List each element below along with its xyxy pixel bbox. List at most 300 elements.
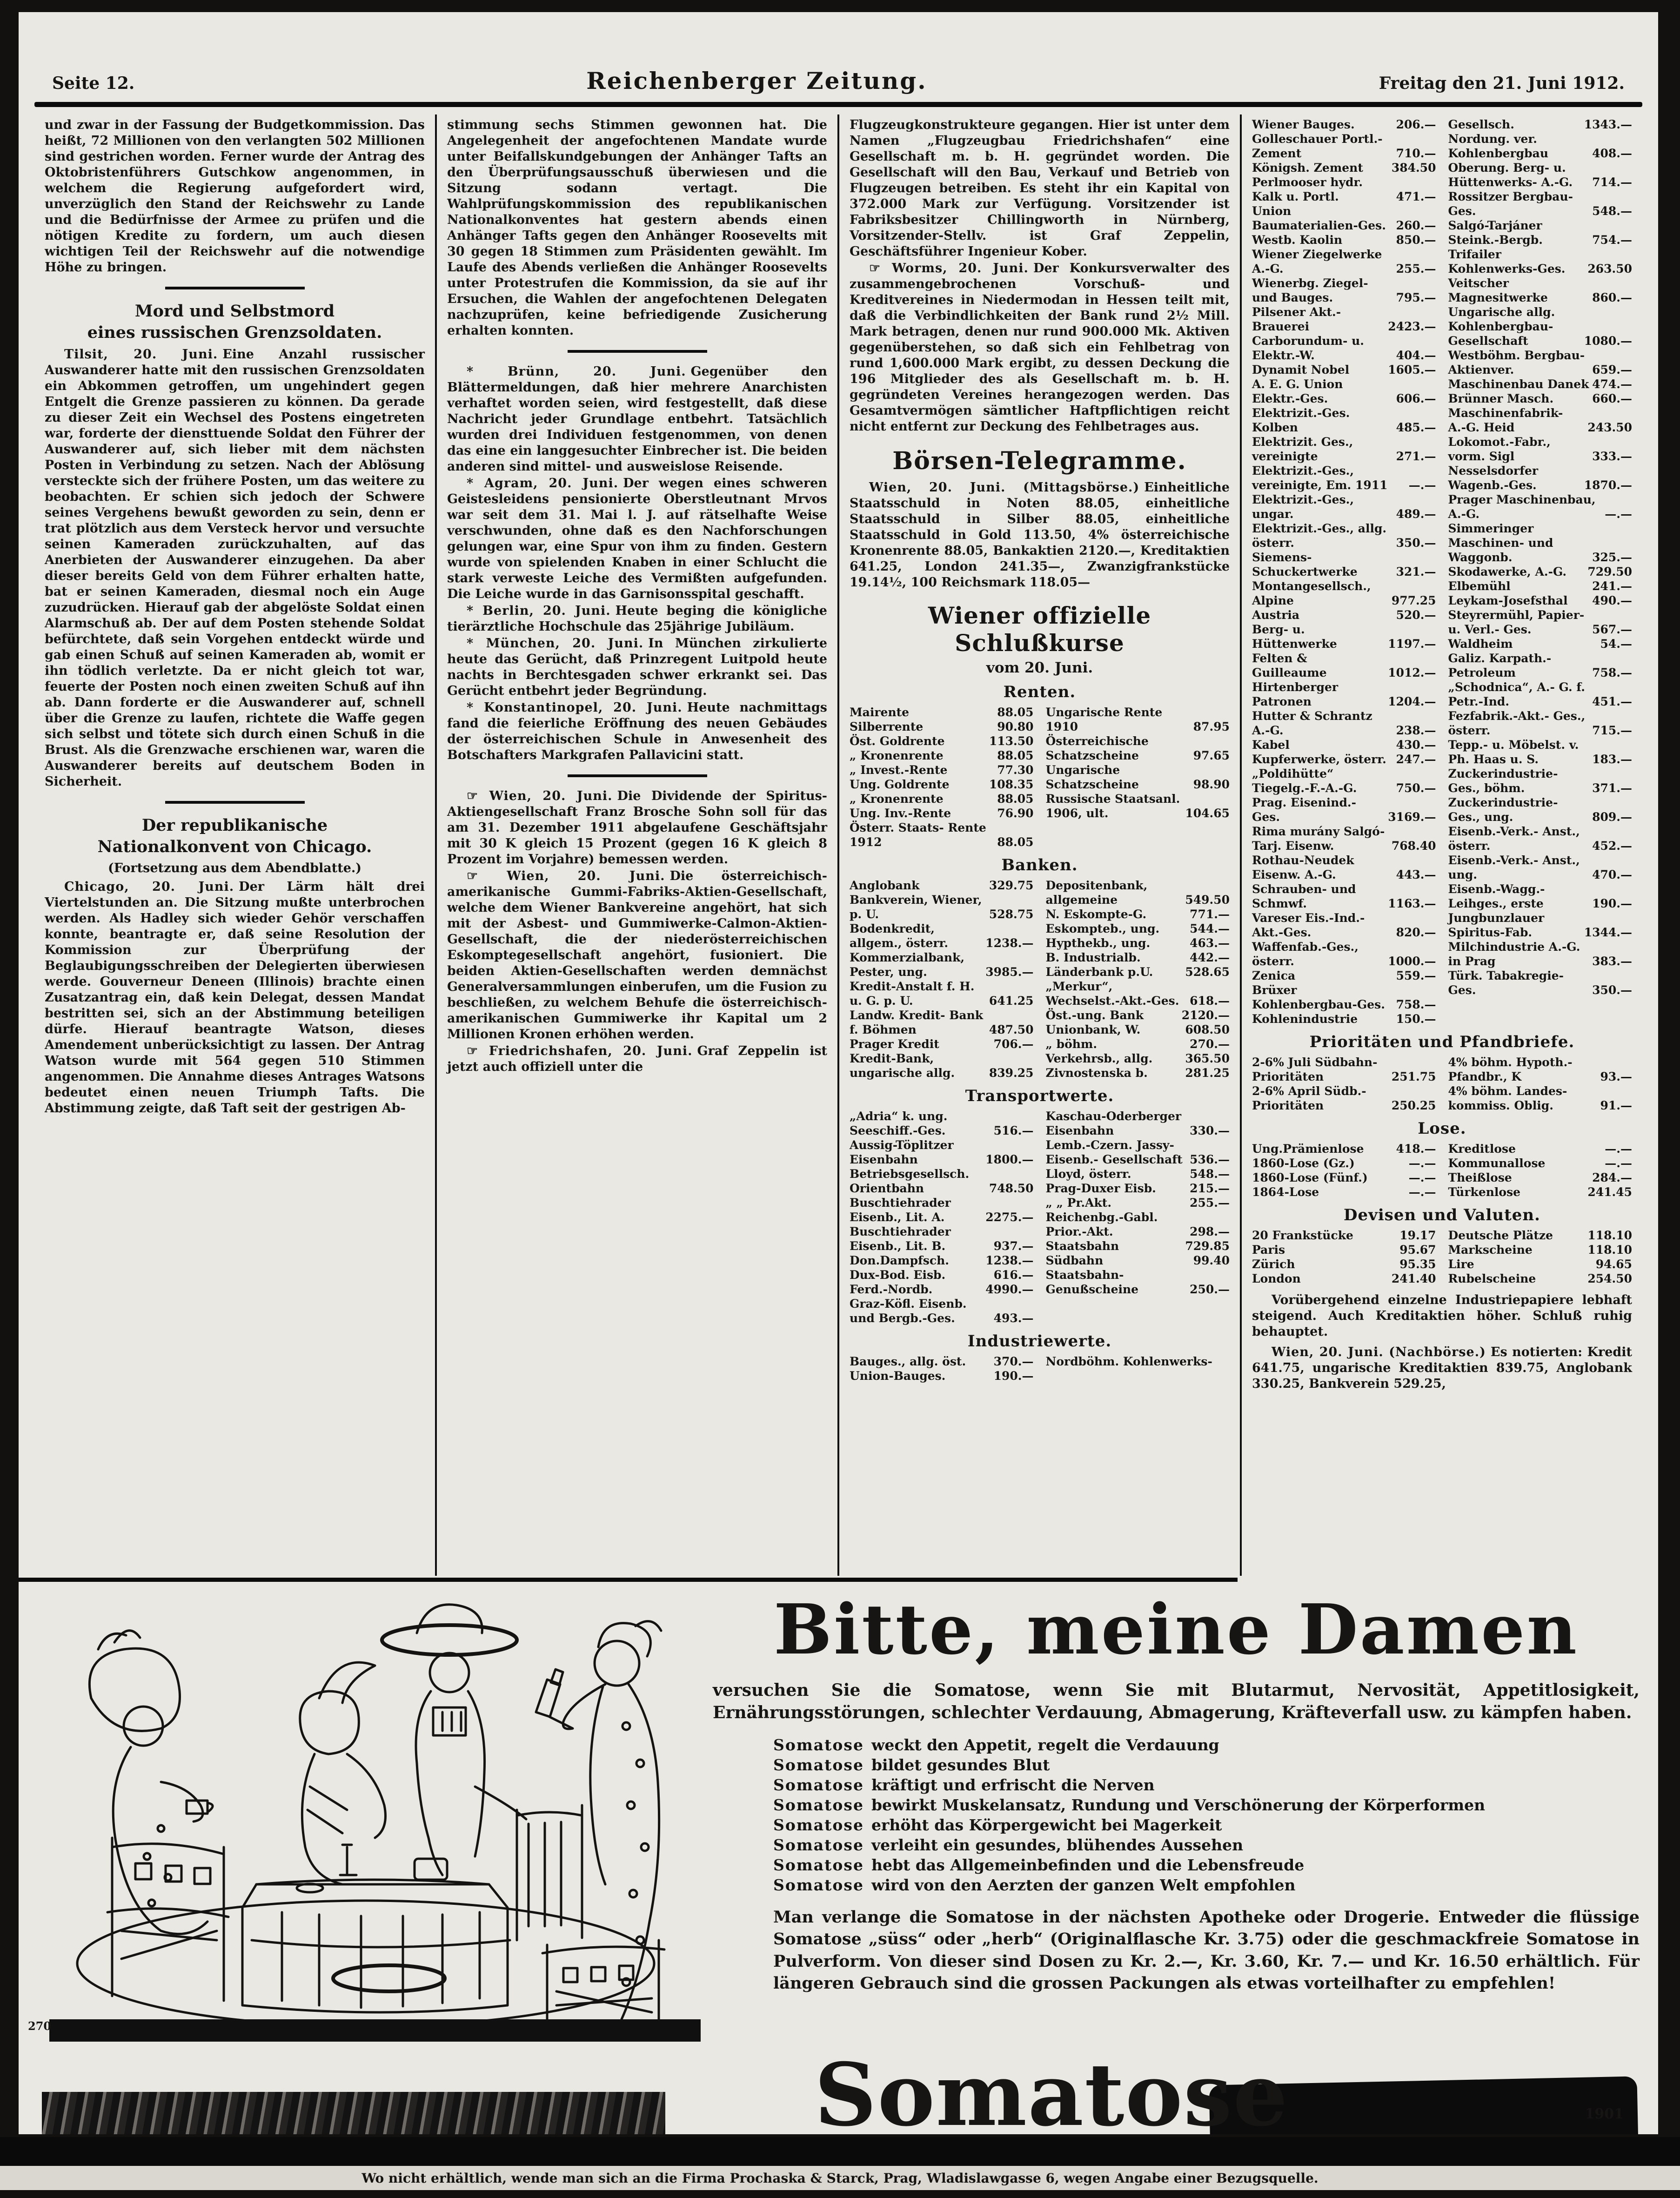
news-item [447,476,827,602]
quote-value: 77.30 [997,763,1034,777]
quote-value: 251.75 [1391,1070,1436,1083]
quote-value: 485.— [1396,421,1436,434]
quote-row [1448,637,1633,651]
quote-row [1252,911,1436,940]
text: Heute beging die königliche tierärztliche Hochschule das 25jährige Jubiläum. [447,604,827,634]
quote-value: —.— [1408,1171,1436,1184]
newspaper-title: Reichenberger Zeitung. [586,67,927,94]
quote-name: Reichenbg.-Gabl. Prior.-Akt. [1045,1210,1158,1238]
text: hebt das Allgemeinbefinden und die Lebensfreude [871,1856,1305,1875]
quote-name: Waldheim [1448,637,1513,651]
quote-row [1448,161,1633,189]
quote-row [1448,132,1633,161]
quote-value: —.— [1605,1142,1632,1156]
quote-name: Depositenbank, allgemeine [1045,879,1148,907]
devisen-right [1448,1228,1633,1286]
quote-name: Elektrizit.-Ges., vereinigte, Em. 1911 [1252,464,1388,492]
quote-name: Elektrizit. Ges., vereinigte [1252,435,1353,463]
quote-name: 4% böhm. Hypoth.- Pfandbr., K [1448,1055,1573,1083]
separator-rule [165,801,305,804]
quote-row [1448,940,1633,968]
quote-name: Westb. Kaolin [1252,233,1343,247]
quote-name: Türkenlose [1448,1185,1521,1199]
quote-value: 88.05 [997,706,1034,719]
quote-row [1448,218,1633,247]
quote-row [1448,1185,1633,1199]
dateline: * Agram, 20. Juni. [467,476,619,491]
dateline: Chicago, 20. Juni. [64,880,234,894]
quote-name: Rothau-Neudek Eisenw. A.-G. [1252,854,1354,881]
quote-name: Bodenkredit, allgem., österr. [850,922,949,950]
text: Somatose [773,1736,864,1754]
quote-name: Länderbank p.U. [1045,965,1153,979]
news-item [447,700,827,763]
text: kräftigt und erfrischt die Nerven [871,1776,1155,1795]
quote-value: 250.25 [1391,1099,1436,1112]
quote-value: 404.— [1396,349,1436,362]
masthead-rule [34,102,1642,107]
quote-value: 418.— [1396,1142,1436,1156]
quote-value: 470.— [1592,868,1632,881]
somatose-advertisement [19,1582,1658,2052]
quote-value: —.— [1408,1156,1436,1170]
quote-row [1252,161,1436,175]
quote-value: 714.— [1592,175,1632,189]
quote-value: 606.— [1396,392,1436,405]
quote-name: N. Eskompte-G. [1045,907,1147,921]
quote-value: 76.90 [997,807,1034,820]
quote-row [1252,247,1436,276]
news-item [447,868,827,1042]
quote-value: 104.65 [1185,807,1230,820]
quote-row [1448,1257,1633,1271]
quote-value: 365.50 [1185,1052,1230,1065]
masthead [19,12,1658,102]
quote-name: „Schodnica“, A.- G. f. Petr.-Ind. [1448,680,1585,708]
quote-name: Kredit-Bank, ungarische allg. [850,1052,955,1080]
quote-row [1448,247,1633,276]
quote-name: Graz-Köfl. Eisenb. und Bergb.-Ges. [850,1297,967,1325]
quote-row [1046,1354,1230,1369]
quote-value: 270.— [1190,1037,1230,1051]
separator-rule [165,287,305,289]
quote-name: Kreditlose [1448,1142,1516,1156]
quote-name: Jungbunzlauer Spiritus-Fab. [1448,911,1545,939]
paragraph: stimmung sechs Stimmen gewonnen hat. Die Angelegenheit der angefochtenen Mandate wurde unter Beifallskundgebungen der Anhänger Tafts an den Überprüfungsausschuß überwiesen und die Sitzung sodann vertagt. Die Wahlprüfungskommission des republikanischen Nationalkonventes hat gestern abends einen Anhänger Tafts gegen den Anhänger Roosevelts mit 30 gegen 18 Stimmen zum Präsidenten gewählt. Im Laufe des Abends verließen die Anhänger Roosevelts unter Protestrufen die Kommission, da sie auf ihr Ersuchen, die Wahlen der angefochtenen Delegaten nachzuprüfen, keine befriedigende Zusicherung erhalten konnten. [447,118,827,338]
quote-row [850,1354,1034,1369]
quote-row [1046,921,1230,936]
text: bildet gesundes Blut [871,1756,1050,1775]
issue-date: Freitag den 21. Juni 1912. [1379,74,1625,93]
news-items [447,364,827,763]
quote-value: 150.— [1396,1012,1436,1026]
text: Die Dividende der Spiritus-Aktiengesellschaft Franz Brosche Sohn soll für das am 31. Dezember 1911 abgelaufene Geschäftsjahr mit 30 K gleich 15 Prozent (gegen 16 K gleich 8 Prozent im Vorjahre) bemessen werden. [447,789,827,867]
quote-row [1252,1271,1436,1286]
benefit-line [773,1876,1640,1894]
quote-row [1252,1156,1436,1170]
quote-value: —.— [1408,1185,1436,1199]
quote-name: Hirtenberger Patronen [1252,680,1339,708]
quote-value: 408.— [1592,147,1632,160]
quote-value: 284.— [1592,1171,1632,1184]
paragraph: Vorübergehend einzelne Industriepapiere lebhaft steigend. Auch Kreditaktien höher. Schluß ruhig behauptet. [1252,1293,1632,1339]
quote-value: 528.65 [1185,965,1230,979]
quote-row [1448,377,1633,391]
quote-row [1252,795,1436,824]
quote-row [1046,878,1230,907]
quote-row [850,1268,1034,1282]
quote-value: 90.80 [997,720,1034,733]
quote-row [1448,521,1633,565]
quote-row [850,921,1034,950]
benefit-line [773,1836,1640,1854]
quote-name: Landw. Kredit- Bank f. Böhmen [850,1008,984,1036]
ad-illustration [21,1586,701,2045]
quote-name: Lokomot.-Fabr., vorm. Sigl [1448,435,1551,463]
quote-row [850,705,1034,719]
quote-row [1046,1008,1230,1022]
quote-name: Prager Maschinenbau, A.-G. [1448,493,1596,521]
quote-name: Nordböhm. Kohlenwerks- [1045,1355,1212,1368]
quote-row [1448,608,1633,637]
heading-line: Mord und Selbstmord [134,302,335,321]
quote-row [1252,305,1436,334]
quote-name: Kabel [1252,738,1290,752]
quote-value: 1204.— [1388,695,1436,708]
prioritaeten-right [1448,1055,1633,1113]
quote-name: Union Baumaterialien-Ges. [1252,204,1386,232]
quote-row [1448,738,1633,766]
text: In München zirkulierte heute das Gerücht, daß Prinzregent Luitpold heute nachts in Berchtesgaden schwer erkrankt sei. Das Gerücht entbehrt jeder Begründung. [447,636,827,698]
quote-value: 768.40 [1391,839,1436,853]
ad-closing: Man verlange die Somatose in der nächsten Apotheke oder Drogerie. Entweder die flüssige Somatose „süss“ oder „herb“ (Originalflasche Kr. 3.75) oder die geschmackfreie Somatose in Pulverform. Von dieser sind Dosen zu Kr. 2.—, Kr. 3.60, Kr. 7.— und Kr. 16.50 erhältlich. Für längeren Gebrauch sind die grossen Packungen als etwas vorteilhafter zu empfehlen! [773,1908,1640,1993]
quote-value: —.— [1408,478,1436,492]
quote-row [1252,233,1436,247]
industriewerte-table [850,1354,1230,1383]
quote-row [1252,1228,1436,1243]
quote-row [1046,1167,1230,1181]
quote-name: Berg- u. Hüttenwerke [1252,623,1337,651]
quote-name: Südbahn [1045,1254,1104,1267]
benefit-line [773,1796,1640,1814]
ladies-tea-illustration [21,1586,701,2045]
quote-name: Elektrizit.-Ges., allg. österr. [1252,522,1387,550]
quote-value: 370.— [993,1355,1034,1368]
section-heading-devisen: Devisen und Valuten. [1344,1206,1540,1224]
quote-name: Kupferwerke, österr. [1252,753,1386,766]
quote-name: Eisenb.-Verk.- Anst., österr. [1448,825,1580,853]
quote-name: Maschinenfabrik- A.-G. Heid [1448,406,1563,434]
quote-name: Zürich [1252,1257,1295,1271]
quote-name: Österreichische Schatzscheine [1045,734,1149,762]
quote-value: 795.— [1396,291,1436,304]
paragraph: Flugzeugkonstrukteure gegangen. Hier ist unter dem Namen „Flugzeugbau Friedrichshafen“ eine Gesellschaft m. b. H. gegründet worden. Die Gesellschaft will den Bau, Verkauf und Betrieb von Flugzeugen betreiben. Es steht ihr ein Kapital von 372.000 Mark zur Verfügung. Vorsitzender ist Fabriksbesitzer Chillingworth in Nürnberg, Vorsitzender-Stellv. ist Graf Zeppelin, Geschäftsführer Ingenieur Kober. [850,118,1230,259]
quote-value: 54.— [1600,637,1632,651]
quote-row [1252,1084,1436,1113]
quote-value: 298.— [1190,1225,1230,1238]
quote-row [850,719,1034,734]
quote-value: 3169.— [1388,810,1436,824]
quote-value: 1343.— [1584,118,1632,131]
quote-row [850,1369,1034,1383]
benefit-line [773,1856,1640,1874]
quote-value: 243.50 [1587,421,1632,434]
quote-row [1046,1022,1230,1037]
quote-name: Öst. Goldrente [850,734,945,748]
industrie-left [850,1354,1034,1383]
quote-value: 641.25 [989,994,1034,1008]
quote-row [850,748,1034,763]
banken-right [1046,878,1230,1080]
quote-value: 660.— [1592,392,1632,405]
quote-row [1046,1051,1230,1066]
quote-value: 471.— [1396,190,1436,203]
transportwerte-table [850,1109,1230,1325]
dateline: * Brünn, 20. Juni. [467,364,686,379]
quote-row [1252,435,1436,464]
dateline: ☞ Wien, 20. Juni. [467,789,613,803]
quote-value: 608.50 [1185,1023,1230,1036]
quote-row [850,1253,1034,1268]
section-heading-transportwerte: Transportwerte. [965,1087,1114,1105]
quote-name: Lire [1448,1257,1474,1271]
text: bewirkt Muskelansatz, Rundung und Verschönerung der Körperformen [871,1796,1486,1815]
quote-value: 616.— [993,1268,1034,1282]
quote-name: Felten & Guilleaume [1252,652,1327,679]
dateline: * München, 20. Juni. [467,636,644,651]
quote-value: 489.— [1396,507,1436,521]
quote-row [1252,204,1436,233]
benefit-line [773,1816,1640,1834]
quote-value: 758.— [1592,666,1632,679]
paragraph [1252,1344,1632,1392]
quote-value: 1800.— [985,1153,1034,1166]
quote-row [1448,565,1633,579]
quote-name: Bauges., allg. öst. [850,1355,966,1368]
quote-name: Eisenb.-Verk.- Anst., ung. [1448,854,1580,881]
quote-row [850,979,1034,1008]
quote-name: Maschinenbau Danek [1448,377,1589,391]
quote-row [1252,1012,1436,1026]
quote-name: Nesselsdorfer Wagenb.-Ges. [1448,464,1539,492]
quote-value: 215.— [1190,1182,1230,1195]
quote-name: Ung.Prämienlose [1252,1142,1364,1156]
quote-value: 98.90 [1193,778,1230,791]
text: Somatose [773,1876,864,1895]
quote-value: 2120.— [1181,1008,1230,1022]
quote-row [850,950,1034,979]
paragraph [45,347,425,790]
quote-name: Paris [1252,1243,1285,1257]
section-heading-lose: Lose. [1418,1119,1466,1138]
dateline: * Berlin, 20. Juni. [467,604,611,618]
text: erhöht das Körpergewicht bei Magerkeit [871,1816,1222,1835]
boersen-telegramme-heading: Börsen-Telegramme. [892,447,1187,475]
quote-row [1046,907,1230,921]
quote-row [850,1138,1034,1167]
quote-name: Ungarische allg. Kohlenbergbau- Gesellschaft [1448,305,1555,348]
quote-name: Wiener Ziegelwerke A.-G. [1252,248,1382,276]
quote-row [1046,1066,1230,1080]
quote-name: Brünner Masch. [1448,392,1554,405]
quote-value: 113.50 [989,734,1034,748]
quote-name: Staatsbahn [1045,1239,1119,1253]
quote-row [1252,738,1436,752]
quote-name: Zenica [1252,969,1296,982]
quote-value: 4990.— [985,1283,1034,1296]
quote-name: Türk. Tabakregie- Ges. [1448,969,1564,997]
quote-value: 1238.— [985,936,1034,950]
quote-row [1252,132,1436,161]
quote-name: „Adria“ k. ung. Seeschiff.-Ges. [850,1109,948,1137]
quote-value: 190.— [1592,897,1632,910]
quote-name: Buschtiehrader Eisenb., Lit. A. [850,1196,951,1224]
quote-name: Kredit-Anstalt f. H. u. G. p. U. [850,980,975,1008]
lose-table [1252,1142,1632,1199]
quote-name: Siemens-Schuckertwerke [1252,551,1358,578]
quote-row [850,1297,1034,1325]
quote-name: Zivnostenska b. [1045,1066,1148,1080]
quote-name: Hutter & Schrantz A.-G. [1252,709,1372,737]
quote-row [1046,1181,1230,1196]
quote-row [1448,968,1633,997]
quote-name: 4% böhm. Landes- kommiss. Oblig. [1448,1084,1567,1112]
quote-value: 88.05 [997,749,1034,762]
ad-copy [701,1586,1640,2052]
quote-row [1448,882,1633,911]
quote-row [1252,175,1436,204]
text: Der wegen eines schweren Geistesleidens pensionierte Oberstleutnant Mrvos war seit dem 31. Mai l. J. auf rätselhafte Weise verschwunden, ohne daß es den Nachforschungen gelungen war, eine Spur von ihm zu finden. Gestern wurde von spielenden Knaben in einer Schlucht die stark verweste Leiche des Vermißten aufgefunden. Die Leiche wurde in das Garnisonsspital geschafft. [447,476,827,601]
quote-value: 659.— [1592,363,1632,376]
quote-row [1448,1228,1633,1243]
quote-value: 99.40 [1193,1254,1230,1267]
text: verleiht ein gesundes, blühendes Aussehen [871,1836,1244,1855]
quote-value: 1605.— [1388,363,1436,376]
quote-row [1252,940,1436,968]
column-1 [34,114,435,1576]
quote-row [1252,608,1436,622]
quote-name: B. Industrialb. [1045,951,1141,964]
quote-row [1448,911,1633,940]
lose-right [1448,1142,1633,1199]
quote-row [1448,464,1633,492]
benefit-line [773,1736,1640,1754]
quote-row [1046,950,1230,965]
quote-value: 350.— [1396,536,1436,550]
column-4 [1240,114,1642,1576]
quote-name: Kohlenindustrie [1252,1012,1358,1026]
quote-value: 2275.— [985,1210,1034,1224]
quote-row [1252,1185,1436,1199]
quote-row [1046,1268,1230,1297]
quote-row [1252,709,1436,738]
quote-name: Buschtiehrader Eisenb., Lit. B. [850,1225,951,1253]
paragraph-text: Der Lärm hält drei Viertelstunden an. Die Sitzung mußte unterbrochen werden. Als Hadley sich wieder Gehör verschaffen konnte, beantragte er, daß seine Resolution der Kommission zur Überprüfung der Beglaubigungsschreiben der Delegierten überwiesen werde. Gouverneur Deneen (Illinois) brachte einen Zusatzantrag ein, daß kein Delegat, dessen Mandat bestritten sei, sich an der Abstimmung beteiligen dürfe. Hierauf beantragte Watson, dieses Amendement unberücksichtigt zu lassen. Der Antrag Watson wurde mit 564 gegen 510 Stimmen angenommen. Die Annahme dieses Antrages Watsons bedeutet einen neuen Triumph Tafts. Die Abstimmung zeigte, daß Taft seit der gestrigen Ab- [45,880,425,1116]
quote-row [1448,348,1633,377]
stocks-left [1252,117,1436,1026]
quote-name: Mairente [850,706,910,719]
quote-row [850,820,1034,849]
quote-row [850,1008,1034,1037]
quote-value: 528.75 [989,907,1034,921]
quote-row [1046,734,1230,763]
quote-value: 1197.— [1388,637,1436,651]
quote-row [1252,377,1436,406]
quote-value: 729.50 [1587,565,1632,578]
quote-name: London [1252,1272,1301,1285]
ad-footnote: Wo nicht erhältlich, wende man sich an die Firma Prochaska & Starck, Prag, Wladislawgasse 6, wegen Angabe einer Bezugsquelle. [0,2166,1680,2190]
prioritaeten-left [1252,1055,1436,1113]
quote-value: 559.— [1396,969,1436,982]
paragraph [45,879,425,1116]
news-item [447,364,827,475]
quote-value: 241.— [1592,579,1632,593]
quote-name: Silberrente [850,720,924,733]
benefit-line [773,1776,1640,1794]
quote-value: 94.65 [1595,1257,1632,1271]
quote-name: Oberung. Berg- u. Hüttenwerks- A.-G. [1448,161,1573,189]
quote-row [850,777,1034,792]
bottom-black-band [0,2137,1680,2166]
quote-name: Prag-Duxer Eisb. [1045,1182,1156,1195]
quote-value: 715.— [1592,724,1632,737]
quote-value: 238.— [1396,724,1436,737]
text: Die österreichisch-amerikanische Gummi-Fabriks-Aktien-Gesellschaft, welche dem Wiener Bankvereine angehört, hat sich mit der Asbest- und Gummiwerke-Calmon-Aktien-Gesellschaft, die der niederösterreichischen Eskomptegesellschaft angehört, fusioniert. Die beiden Aktien-Gesellschaften werden demnächst Generalversammlungen einberufen, um die Fusion zu beschließen, zu welchem Behufe die österreichisch-amerikanischen Gummiwerke ihr Kapital um 2 Millionen Kronen erhöhen werden. [447,869,827,1042]
quote-value: 384.50 [1391,161,1436,175]
quote-row [1448,435,1633,464]
text: Somatose [773,1756,864,1775]
quote-value: 108.35 [989,778,1034,791]
quote-value: 241.45 [1587,1185,1632,1199]
ad-top-rule [19,1578,1238,1582]
quote-value: 839.25 [989,1066,1034,1080]
text: Heute nachmittags fand die feierliche Eröffnung des neuen Gebäudes der österreichischen Schule in Anwesenheit des Botschafters Markgrafen Pallavicini statt. [447,700,827,762]
paragraph-text: Es notierten: Kredit 641.75, ungarische Kreditaktien 839.75, Anglobank 330.25, Bankverein 529.25, [1252,1345,1633,1391]
quote-row [1046,1239,1230,1253]
quote-row [1448,276,1633,305]
quote-row [1448,189,1633,218]
quote-name: Rossitzer Bergbau-Ges. [1448,190,1573,218]
section-heading-industriewerte: Industriewerte. [967,1332,1112,1351]
quote-value: 383.— [1592,954,1632,968]
quote-name: Carborundum- u. Elektr.-W. [1252,334,1365,362]
quote-row [850,1224,1034,1253]
quote-value: 1080.— [1584,334,1632,348]
quote-name: 20 Frankstücke [1252,1229,1353,1242]
quote-value: 183.— [1592,753,1632,766]
quote-value: 1012.— [1388,666,1436,679]
quote-row [1448,680,1633,709]
quote-value: 87.95 [1193,720,1230,733]
quote-row [1252,550,1436,579]
dateline: ☞ Friedrichshafen, 20. Juni. [467,1044,693,1058]
quote-value: 750.— [1396,781,1436,795]
quote-name: „ „ Pr.Akt. [1045,1196,1112,1210]
text: Gegenüber den Blättermeldungen, daß hier mehrere Anarchisten verhaftet worden seien, wird festgestellt, daß diese Nachricht jeder Grundlage entbehrt. Tatsächlich wurden drei Individuen festgenommen, von denen das eine ein langgesuchter Einbrecher ist. Die beiden anderen sind mittel- und ausweislose Reisende. [447,364,827,474]
text: Somatose [773,1776,864,1795]
quote-name: „ Kronenrente [850,749,944,762]
quote-row [850,1167,1034,1196]
benefit-line [773,1756,1640,1774]
quote-row [1046,1109,1230,1138]
quote-value: 567.— [1592,623,1632,636]
quote-name: Schrauben- und Schmwf. [1252,882,1356,910]
quote-row [1448,406,1633,435]
quote-value: 371.— [1592,781,1632,795]
paragraph-text: Der Konkursverwalter des zusammengebrochenen Vorschuß- und Kreditvereines in Niedermodan in Hessen teilt mit, daß die Verbindlichkeiten der Bank rund 2½ Mill. Mark betragen, denen nur rund 900.000 Mk. Aktiven gegenüberstehen, so daß sich ein Fehlbetrag von rund 1,600.000 Mark ergibt, zu dessen Deckung die 196 Mitglieder des als Gesellschaft m. b. H. gegründeten Vereines herangezogen werden. Das Gesamtvermögen sämtlicher Haftpflichtigen reicht nicht entfernt zur Deckung des Fehlbetrages aus. [850,261,1230,434]
quote-row [1046,965,1230,979]
quote-name: Bankverein, Wiener, p. U. [850,893,982,921]
